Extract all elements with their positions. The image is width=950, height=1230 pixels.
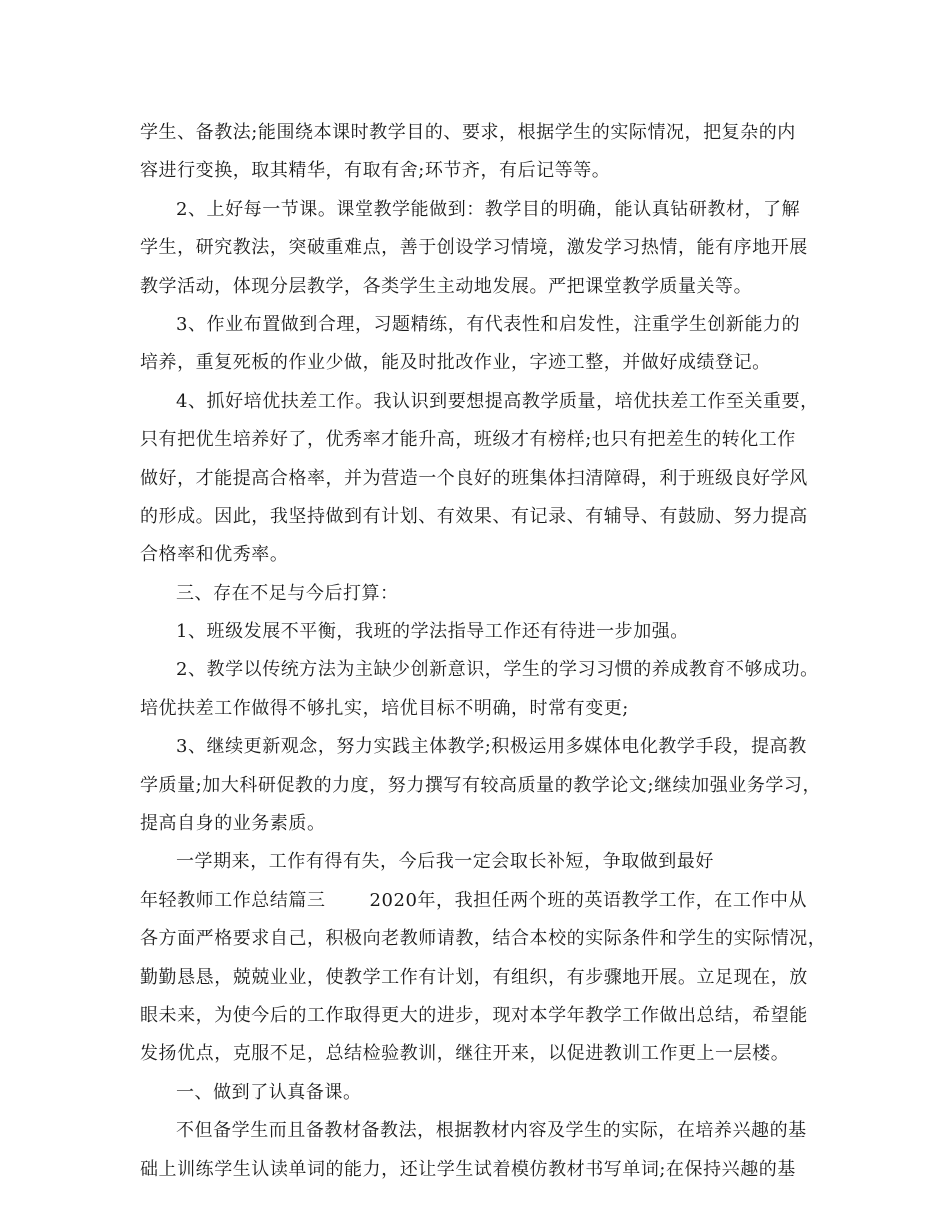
text-line: 做好，才能提高合格率，并为营造一个良好的班集体扫清障碍，利于班级良好学风 (140, 467, 808, 489)
text-line: 3、作业布置做到合理，习题精练，有代表性和启发性，注重学生创新能力的 (176, 313, 801, 335)
text-line: 容进行变换，取其精华，有取有舍;环节齐，有后记等等。 (140, 160, 611, 182)
text-line: 2、教学以传统方法为主缺少创新意识，学生的学习习惯的养成教育不够成功。 (176, 659, 819, 681)
paragraphs-part-two (140, 920, 827, 1189)
text-line: 眼未来，为使今后的工作取得更大的进步，现对本学年教学工作做出总结，希望能 (140, 1004, 808, 1026)
text-line: 培养，重复死板的作业少做，能及时批改作业，字迹工整，并做好成绩登记。 (140, 352, 771, 374)
text-line: 的形成。因此，我坚持做到有计划、有效果、有记录、有辅导、有鼓励、努力提高 (140, 505, 808, 527)
text-line: 教学活动，体现分层教学，各类学生主动地发展。严把课堂教学质量关等。 (140, 275, 753, 297)
text-line: 3、继续更新观念，努力实践主体教学;积极运用多媒体电化教学手段，提高教 (176, 736, 807, 758)
text-line: 发扬优点，克服不足，总结检验教训，继往开来，以促进教训工作更上一层楼。 (140, 1043, 790, 1065)
section-heading: 年轻教师工作总结篇三 (140, 889, 326, 911)
text-line: 培优扶差工作做得不够扎实，培优目标不明确，时常有变更; (140, 697, 629, 719)
text-line: 学生，研究教法，突破重难点，善于创设学习情境，激发学习热情，能有序地开展 (140, 237, 808, 259)
document-body (140, 114, 827, 1189)
text-line: 不但备学生而且备教材备教法，根据教材内容及学生的实际，在培养兴趣的基 (176, 1120, 807, 1142)
text-line: 提高自身的业务素质。 (140, 813, 326, 835)
text-line: 各方面严格要求自己，积极向老教师请教，结合本校的实际条件和学生的实际情况， (140, 928, 827, 950)
heading-line (140, 882, 820, 920)
paragraphs-part-one (140, 114, 820, 882)
text-line: 学生、备教法;能围绕本课时教学目的、要求，根据学生的实际情况，把复杂的内 (140, 122, 796, 143)
text-line: 4、抓好培优扶差工作。我认识到要想提高教学质量，培优扶差工作至关重要， (176, 390, 819, 412)
text-line: 三、存在不足与今后打算： (176, 582, 399, 604)
text-line: 勤勤恳恳，兢兢业业，使教学工作有计划，有组织，有步骤地开展。立足现在，放 (140, 966, 808, 988)
text-line: 学质量;加大科研促教的力度，努力撰写有较高质量的教学论文;继续加强业务学习， (140, 774, 822, 796)
text-line: 一学期来，工作有得有失，今后我一定会取长补短，争取做到最好 (176, 851, 714, 873)
text-line: 合格率和优秀率。 (140, 544, 289, 566)
heading-line-text: 2020年，我担任两个班的英语教学工作，在工作中从 (369, 889, 808, 911)
text-line: 1、班级发展不平衡，我班的学法指导工作还有待进一步加强。 (176, 621, 689, 643)
text-line: 2、上好每一节课。课堂教学能做到：教学目的明确，能认真钻研教材，了解 (176, 198, 801, 220)
text-line: 础上训练学生认读单词的能力，还让学生试着模仿教材书写单词;在保持兴趣的基 (140, 1158, 796, 1180)
text-line: 一、做到了认真备课。 (176, 1081, 362, 1103)
text-line: 只有把优生培养好了，优秀率才能升高，班级才有榜样;也只有把差生的转化工作 (140, 429, 796, 451)
